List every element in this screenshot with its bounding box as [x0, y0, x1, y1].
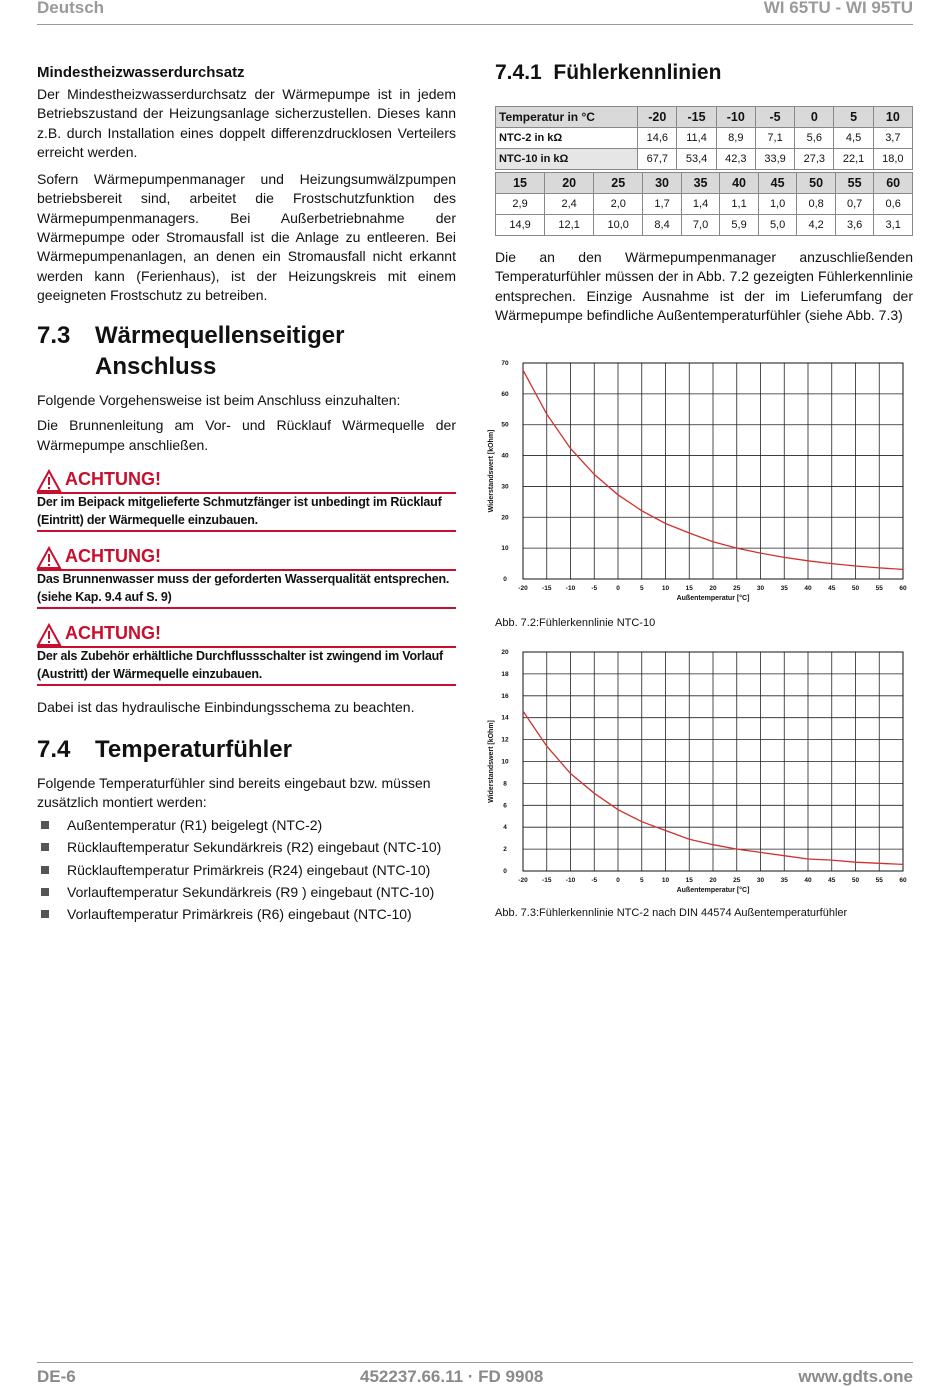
table-cell: 1,0	[758, 194, 797, 215]
header-model: WI 65TU - WI 95TU	[763, 0, 913, 17]
table-cell: 2,9	[496, 194, 545, 215]
warning-text-1: Der im Beipack mitgelieferte Schmutzfänger ist unbedingt im Rücklauf (Eintritt) der Wärmequelle einzubauen.	[37, 495, 442, 527]
ntc2-chart	[488, 643, 913, 897]
table-cell: 0,8	[797, 194, 836, 215]
section-7-3-heading	[37, 320, 456, 382]
table-row	[496, 215, 913, 236]
table-cell: 27,3	[795, 149, 834, 170]
x-tick-label: 50	[851, 877, 860, 884]
x-tick-label: 10	[661, 585, 670, 592]
x-tick-label: 15	[685, 585, 693, 592]
warning-text-2: Das Brunnenwasser muss der geforderten Wasserqualität entsprechen. (siehe Kap. 9.4 auf S. 9)	[37, 572, 450, 604]
table-cell: 8,9	[716, 128, 755, 149]
x-tick-label: 25	[733, 585, 741, 592]
x-tick-label: -10	[565, 877, 576, 884]
y-tick-label: 6	[503, 802, 507, 810]
section-7-3-number: 7.3	[37, 322, 71, 349]
table-cell: 4,5	[834, 128, 873, 149]
table-cell: 5,6	[795, 128, 834, 149]
warning-triangle-icon	[37, 470, 61, 492]
footer-url: www.gdts.one	[798, 1367, 913, 1386]
sensor-characteristics-table	[495, 106, 913, 170]
table-cell: 3,7	[873, 128, 912, 149]
x-tick-label: 25	[733, 877, 741, 884]
min-flow-section	[37, 64, 456, 305]
section-7-3-title-line1: Wärmequellenseitiger	[95, 322, 345, 349]
table-cell: 1,1	[720, 194, 759, 215]
x-tick-label: -10	[565, 585, 576, 592]
list-item: Vorlauftemperatur Sekundärkreis (R9 ) eingebaut (NTC-10)	[37, 883, 457, 902]
table-cell: Temperatur in °C	[496, 107, 638, 128]
y-tick-label: 20	[501, 649, 509, 656]
y-tick-label: 70	[501, 360, 509, 367]
table-cell: 10,0	[594, 215, 643, 236]
table-cell: 14,6	[638, 128, 677, 149]
table-cell: 4,2	[797, 215, 836, 236]
x-tick-label: -15	[542, 585, 552, 592]
ntc10-chart	[488, 352, 913, 608]
warning-title-2: ACHTUNG!	[65, 546, 161, 566]
sensor-characteristics-table-2	[495, 172, 913, 236]
y-tick-label: 12	[501, 736, 509, 744]
table-cell: 1,7	[643, 194, 682, 215]
x-tick-label: 50	[851, 585, 860, 592]
table-cell: 3,1	[874, 215, 913, 236]
table-cell: -20	[638, 107, 677, 128]
header-language: Deutsch	[37, 0, 105, 17]
y-tick-label: 40	[501, 452, 509, 460]
x-tick-label: 5	[639, 877, 644, 884]
table-cell: 30	[643, 173, 682, 194]
table-cell: 0,6	[874, 194, 913, 215]
table-row	[496, 194, 913, 215]
x-tick-label: -20	[518, 877, 528, 884]
x-axis-label: Außentemperatur [°C]	[676, 887, 750, 894]
list-item: Rücklauftemperatur Primärkreis (R24) eingebaut (NTC-10)	[37, 861, 457, 880]
x-tick-label: 30	[756, 877, 765, 884]
x-tick-label: 60	[899, 877, 907, 884]
y-tick-label: 2	[503, 846, 507, 854]
table-cell: 0	[795, 107, 834, 128]
x-tick-label: 0	[616, 877, 620, 884]
y-tick-label: 10	[501, 545, 509, 553]
y-axis-label: Widerstandswert [kOhm]	[488, 429, 495, 513]
table-cell: -15	[677, 107, 716, 128]
header-rule	[37, 24, 913, 25]
table-cell: 15	[496, 173, 545, 194]
warning-title-3: ACHTUNG!	[65, 623, 161, 643]
section-7-3-title-line2: Anschluss	[95, 353, 217, 380]
y-tick-label: 16	[501, 692, 509, 700]
x-axis-label: Außentemperatur [°C]	[676, 595, 750, 602]
table-cell: 2,0	[594, 194, 643, 215]
table-cell: 35	[681, 173, 720, 194]
x-tick-label: 40	[804, 877, 812, 884]
section-7-3-paragraph-3: Dabei ist das hydraulische Einbindungsschema zu beachten.	[37, 699, 415, 715]
x-tick-label: 55	[875, 877, 883, 884]
table-cell: 11,4	[677, 128, 716, 149]
table-cell: 33,9	[755, 149, 794, 170]
table-cell: 0,7	[835, 194, 874, 215]
table-cell: 22,1	[834, 149, 873, 170]
table-cell: 2,4	[545, 194, 594, 215]
x-tick-label: 5	[639, 585, 644, 592]
table-cell: 18,0	[873, 149, 912, 170]
table-row	[496, 173, 913, 194]
y-tick-label: 60	[501, 390, 509, 398]
y-tick-label: 0	[503, 868, 507, 875]
y-axis-label: Widerstandswert [kOhm]	[488, 720, 495, 803]
sensor-list	[37, 816, 457, 927]
table-row	[496, 149, 913, 170]
table-cell: 1,4	[681, 194, 720, 215]
table-cell: 55	[835, 173, 874, 194]
table-cell: 67,7	[638, 149, 677, 170]
x-tick-label: 35	[780, 877, 788, 884]
x-tick-label: 35	[780, 585, 788, 592]
table-cell: 25	[594, 173, 643, 194]
section-7-4-1-title: Fühlerkennlinien	[553, 61, 722, 84]
warning-box-2	[37, 545, 456, 607]
x-tick-label: -5	[591, 877, 598, 884]
table-cell: 3,6	[835, 215, 874, 236]
table-row	[496, 128, 913, 149]
table-cell: 53,4	[677, 149, 716, 170]
table-cell: NTC-10 in kΩ	[496, 149, 638, 170]
min-flow-title: Mindestheizwasserdurchsatz	[37, 64, 245, 81]
list-item: Rücklauftemperatur Sekundärkreis (R2) eingebaut (NTC-10)	[37, 838, 457, 857]
warning-text-3: Der als Zubehör erhältliche Durchflussschalter ist zwingend im Vorlauf (Austritt) der Wärmequelle einzubauen.	[37, 649, 444, 681]
x-tick-label: 15	[685, 877, 693, 884]
y-tick-label: 30	[501, 483, 509, 491]
section-7-4-1-heading	[495, 61, 721, 85]
table-cell: 5,0	[758, 215, 797, 236]
x-tick-label: 40	[804, 585, 812, 592]
warning-triangle-icon	[37, 624, 61, 646]
y-tick-label: 0	[503, 576, 507, 583]
table-cell: 5	[834, 107, 873, 128]
table-cell: 8,4	[643, 215, 682, 236]
table-cell: 50	[797, 173, 836, 194]
y-tick-label: 10	[501, 758, 509, 766]
x-tick-label: 30	[756, 585, 765, 592]
y-tick-label: 18	[501, 670, 509, 678]
min-flow-paragraph-1: Der Mindestheizwasserdurchsatz der Wärmepumpe ist in jedem Betriebszustand der Heizungsanlage sicherzustellen. Dieses kann z.B. durch Installation eines doppelt differenzdrucklosen Verteilers erreicht werden.	[37, 86, 456, 160]
table-cell: 60	[874, 173, 913, 194]
table-cell: 7,0	[681, 215, 720, 236]
footer-code: 452237.66.11 · FD 9908	[360, 1367, 544, 1386]
x-tick-label: -15	[542, 877, 552, 884]
table-cell: 12,1	[545, 215, 594, 236]
list-item: Vorlauftemperatur Primärkreis (R6) eingebaut (NTC-10)	[37, 905, 457, 924]
warning-triangle-icon	[37, 547, 61, 569]
y-tick-label: 14	[501, 714, 509, 722]
x-tick-label: 10	[661, 877, 670, 884]
footer-page: DE-6	[37, 1367, 76, 1386]
warning-rule-bottom-3	[37, 684, 456, 686]
section-7-4-number: 7.4	[37, 736, 71, 763]
sensor-paragraph: Die an den Wärmepumpenmanager anzuschließenden Temperaturfühler müssen der in Abb. 7.2 gezeigten Fühlerkennlinie entsprechen. Einzige Ausnahme ist der im Lieferumfang der Wärmepumpe befindliche Außentemperaturfühler (siehe Abb. 7.3)	[495, 249, 913, 323]
table-cell: -5	[755, 107, 794, 128]
table-cell: 14,9	[496, 215, 545, 236]
caption-ntc10: Abb. 7.2:Fühlerkennlinie NTC-10	[495, 617, 656, 629]
table-row	[496, 107, 913, 128]
section-7-3-paragraph-1: Folgende Vorgehensweise ist beim Anschluss einzuhalten:	[37, 392, 401, 408]
caption-ntc2: Abb. 7.3:Fühlerkennlinie NTC-2 nach DIN 44574 Außentemperaturfühler	[495, 907, 848, 919]
x-tick-label: 0	[616, 585, 620, 592]
min-flow-paragraph-2: Sofern Wärmepumpenmanager und Heizungsumwälzpumpen betriebsbereit sind, arbeitet die Frostschutzfunktion des Wärmepumpenmanagers. Bei Außerbetriebnahme der Wärmepumpe oder Stromausfall ist die Anlage zu entleeren. Bei Wärmepumpenanlagen, an denen ein Stromausfall nicht erkannt werden kann (Ferienhaus), ist der Heizungskreis mit einem geeigneten Frostschutz zu betreiben.	[37, 171, 456, 303]
x-tick-label: 45	[828, 877, 836, 884]
table-cell: 5,9	[720, 215, 759, 236]
table-cell: 10	[873, 107, 912, 128]
x-tick-label: 20	[709, 877, 717, 884]
section-7-4-heading	[37, 734, 456, 765]
x-tick-label: 45	[828, 585, 836, 592]
footer-rule	[37, 1362, 913, 1363]
warning-rule-bottom-1	[37, 530, 456, 532]
table-cell: 40	[720, 173, 759, 194]
warning-title-1: ACHTUNG!	[65, 469, 161, 489]
x-tick-label: 60	[899, 585, 907, 592]
section-7-4-intro: Folgende Temperaturfühler sind bereits eingebaut bzw. müssen zusätzlich montiert werden:	[37, 775, 431, 811]
table-cell: 7,1	[755, 128, 794, 149]
x-tick-label: 55	[875, 585, 883, 592]
x-tick-label: -20	[518, 585, 528, 592]
table-cell: 45	[758, 173, 797, 194]
y-tick-label: 4	[503, 824, 507, 832]
warning-box-1	[37, 468, 456, 530]
x-tick-label: -5	[591, 585, 598, 592]
y-tick-label: 8	[503, 780, 507, 788]
warning-rule-bottom-2	[37, 607, 456, 609]
warning-box-3	[37, 622, 456, 684]
table-cell: -10	[716, 107, 755, 128]
section-7-3-intro	[37, 391, 456, 455]
table-cell: 20	[545, 173, 594, 194]
y-tick-label: 20	[501, 514, 509, 522]
table-cell: 42,3	[716, 149, 755, 170]
y-tick-label: 50	[501, 421, 509, 429]
table-cell: NTC-2 in kΩ	[496, 128, 638, 149]
x-tick-label: 20	[709, 585, 717, 592]
section-7-4-title: Temperaturfühler	[95, 736, 292, 763]
section-7-4-1-number: 7.4.1	[495, 61, 542, 84]
section-7-3-paragraph-2: Die Brunnenleitung am Vor- und Rücklauf Wärmequelle der Wärmepumpe anschließen.	[37, 417, 456, 453]
list-item: Außentemperatur (R1) beigelegt (NTC-2)	[37, 816, 457, 835]
